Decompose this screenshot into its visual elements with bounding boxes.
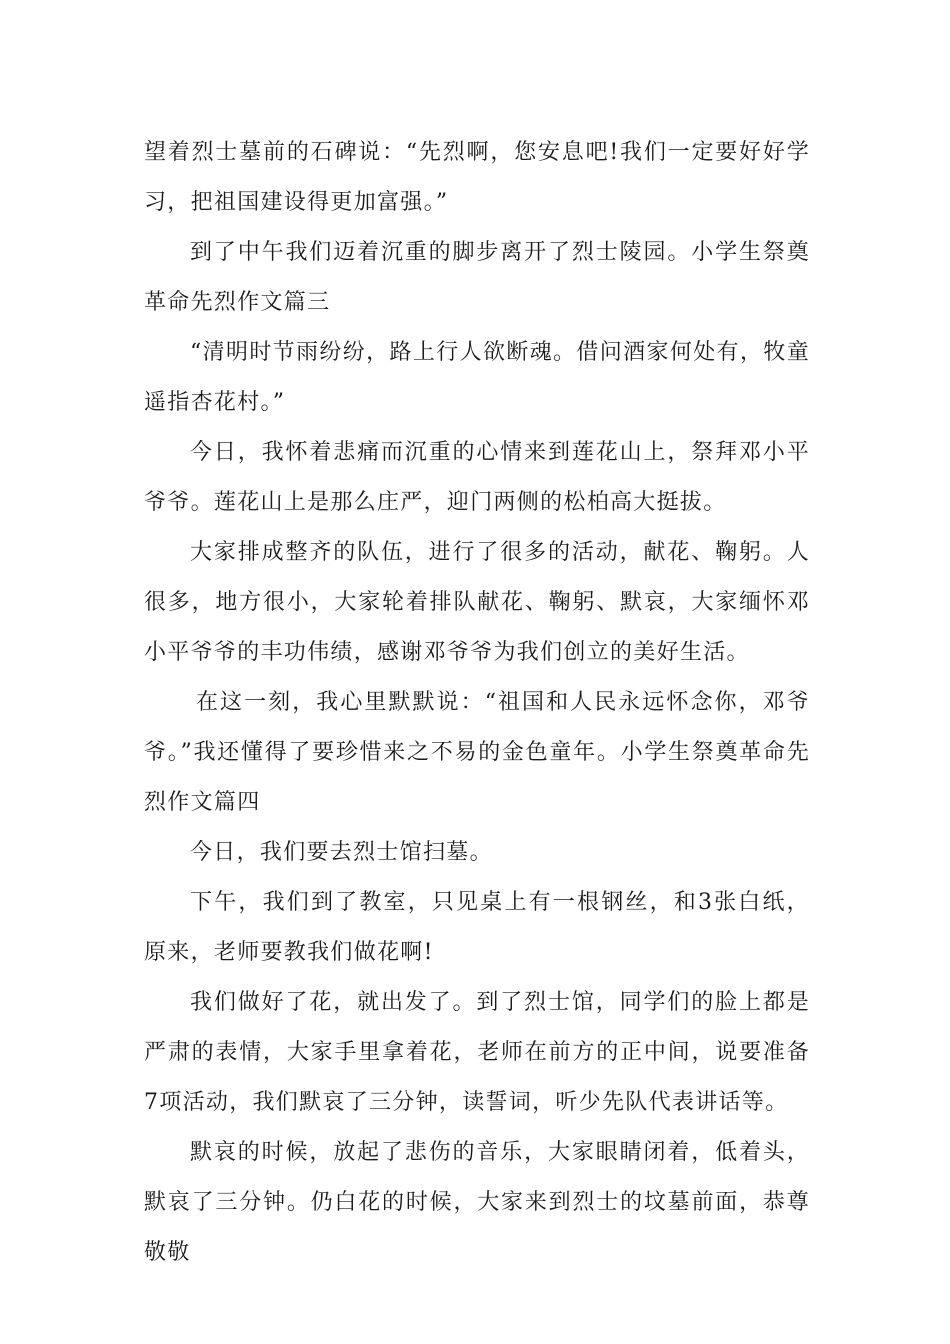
paragraph-10: 默哀的时候，放起了悲伤的音乐，大家眼睛闭着，低着头，默哀了三分钟。仍白花的时候，大家来到烈士的坟墓前面，恭尊敬敬 xyxy=(144,1140,810,1265)
paragraph-6: 在这一刻，我心里默默说：“祖国和人民永远怀念你，邓爷爷。”我还懂得了要珍惜来之不易的金色童年。小学生祭奠革命先烈作文篇四 xyxy=(144,690,810,815)
paragraph-9: 我们做好了花，就出发了。到了烈士馆，同学们的脸上都是严肃的表情，大家手里拿着花，老师在前方的正中间，说要准备7项活动，我们默哀了三分钟，读誓词，听少先队代表讲话等。 xyxy=(144,990,810,1115)
paragraph-7: 今日，我们要去烈士馆扫墓。 xyxy=(190,840,493,865)
paragraph-8: 下午，我们到了教室，只见桌上有一根钢丝，和3张白纸，原来，老师要教我们做花啊! xyxy=(144,890,810,965)
paragraph-1: 望着烈士墓前的石碑说：“先烈啊，您安息吧!我们一定要好好学习，把祖国建设得更加富强。” xyxy=(144,140,810,215)
paragraph-3: “清明时节雨纷纷，路上行人欲断魂。借问酒家何处有，牧童遥指杏花村。” xyxy=(144,340,810,415)
document-body xyxy=(144,128,810,1278)
paragraph-5: 大家排成整齐的队伍，进行了很多的活动，献花、鞠躬。人很多，地方很小，大家轮着排队献花、鞠躬、默哀，大家缅怀邓小平爷爷的丰功伟绩，感谢邓爷爷为我们创立的美好生活。 xyxy=(144,540,810,665)
paragraph-2: 到了中午我们迈着沉重的脚步离开了烈士陵园。小学生祭奠革命先烈作文篇三 xyxy=(144,240,810,315)
paragraph-4: 今日，我怀着悲痛而沉重的心情来到莲花山上，祭拜邓小平爷爷。莲花山上是那么庄严，迎门两侧的松柏高大挺拔。 xyxy=(144,440,810,515)
